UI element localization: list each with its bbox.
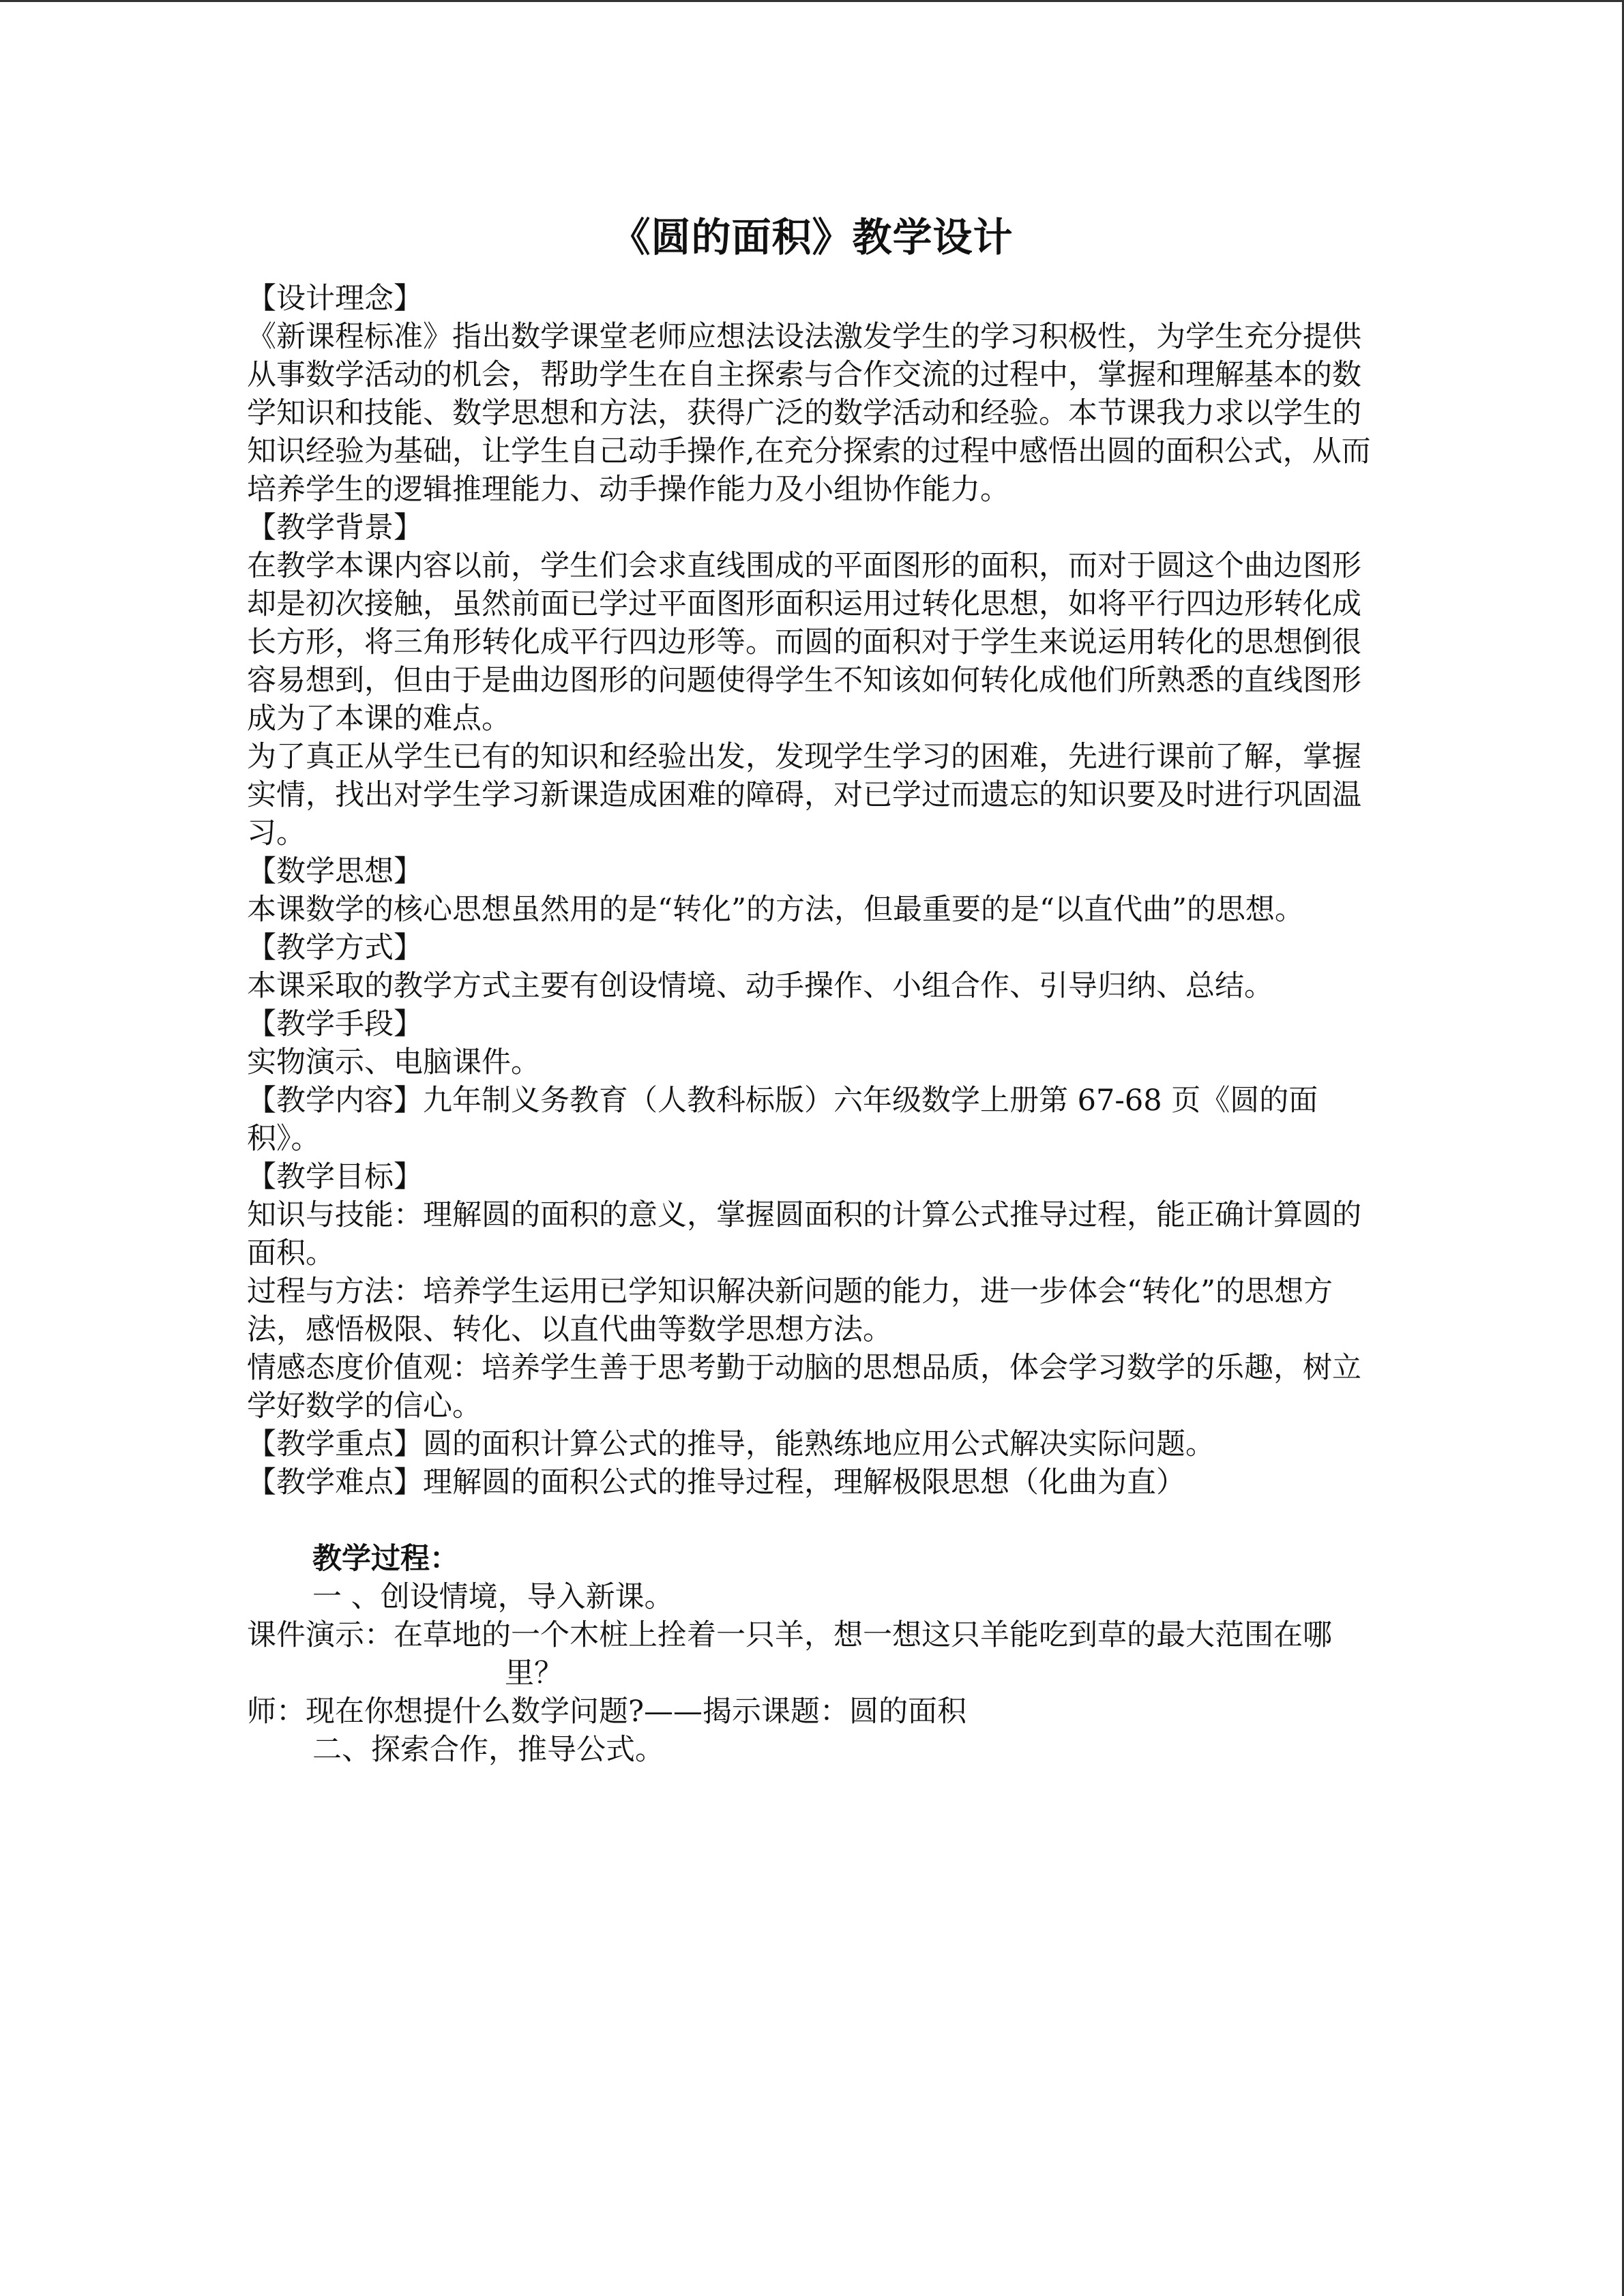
heading-difficulty: 【教学难点】 <box>247 1465 423 1500</box>
paragraph-design-concept: 《新课程标准》指出数学课堂老师应想法设法激发学生的学习积极性，为学生充分提供从事数学活动的机会，帮助学生在自主探索与合作交流的过程中，掌握和理解基本的数学知识和技能、数学思想和方法，获得广泛的数学活动和经验。本节课我力求以学生的知识经验为基础，让学生自己动手操作,在充分探索的过程中感悟出圆的面积公式，从而培养学生的逻辑推理能力、动手操作能力及小组协作能力。 <box>247 320 1371 507</box>
page-top-border <box>0 0 1624 2</box>
paragraph-background-2: 为了真正从学生已有的知识和经验出发，发现学生学习的困难，先进行课前了解，掌握实情，找出对学生学习新课造成困难的障碍，对已学过而遗忘的知识要及时进行巩固温习。 <box>247 740 1361 850</box>
paragraph-background-1: 在教学本课内容以前，学生们会求直线围成的平面图形的面积，而对于圆这个曲边图形却是初次接触，虽然前面已学过平面图形面积运用过转化思想，如将平行四边形转化成长方形，将三角形转化成平行四边形等。而圆的面积对于学生来说运用转化的思想倒很容易想到，但由于是曲边图形的问题使得学生不知该如何转化成他们所熟悉的直线图形成为了本课的难点。 <box>247 549 1361 736</box>
goal-knowledge: 知识与技能：理解圆的面积的意义，掌握圆面积的计算公式推导过程，能正确计算圆的面积。 <box>247 1198 1361 1270</box>
goal-process: 过程与方法：培养学生运用已学知识解决新问题的能力，进一步体会“转化”的思想方法，感悟极限、转化、以直代曲等数学思想方法。 <box>247 1274 1333 1347</box>
heading-math-thought: 【数学思想】 <box>247 854 423 889</box>
paragraph-teaching-means: 实物演示、电脑课件。 <box>247 1045 540 1079</box>
courseware-demo <box>247 1616 1379 1693</box>
heading-design-concept: 【设计理念】 <box>247 282 423 316</box>
heading-background: 【教学背景】 <box>247 511 423 545</box>
goal-emotion: 情感态度价值观：培养学生善于思考勤于动脑的思想品质，体会学习数学的乐趣，树立学好数学的信心。 <box>247 1351 1361 1423</box>
heading-teaching-method: 【教学方式】 <box>247 931 423 965</box>
heading-teaching-goals: 【教学目标】 <box>247 1160 423 1194</box>
heading-key-point: 【教学重点】 <box>247 1427 423 1461</box>
heading-teaching-content: 【教学内容】 <box>247 1084 423 1118</box>
text-difficulty: 理解圆的面积公式的推导过程，理解极限思想（化曲为直） <box>423 1465 1185 1500</box>
process-step-2: 二、探索合作，推导公式。 <box>312 1733 664 1767</box>
text-key-point: 圆的面积计算公式的推导，能熟练地应用公式解决实际问题。 <box>423 1427 1215 1461</box>
teacher-question: 师：现在你想提什么数学问题?——揭示课题：圆的面积 <box>247 1695 967 1729</box>
teaching-content <box>247 1082 1379 1158</box>
document-title: 《圆的面积》教学设计 <box>610 214 1014 260</box>
heading-teaching-process: 教学过程： <box>312 1542 459 1576</box>
difficulty <box>247 1463 1379 1502</box>
key-point <box>247 1425 1379 1463</box>
courseware-demo-text: 在草地的一个木桩上拴着一只羊，想一想这只羊能吃到草的最大范围在哪里？ <box>394 1618 1332 1690</box>
process-step-1: 一 、创设情境，导入新课。 <box>312 1580 674 1614</box>
paragraph-math-thought: 本课数学的核心思想虽然用的是“转化”的方法，但最重要的是“以直代曲”的思想。 <box>247 893 1304 927</box>
spacer <box>247 1502 1379 1540</box>
text-teaching-content: 九年制义务教育（人教科标版）六年级数学上册第 67-68 页《圆的面积》。 <box>247 1084 1318 1156</box>
courseware-demo-label: 课件演示： <box>247 1618 394 1652</box>
document-body <box>247 280 1379 1769</box>
heading-teaching-means: 【教学手段】 <box>247 1007 423 1041</box>
paragraph-teaching-method: 本课采取的教学方式主要有创设情境、动手操作、小组合作、引导归纳、总结。 <box>247 969 1273 1003</box>
